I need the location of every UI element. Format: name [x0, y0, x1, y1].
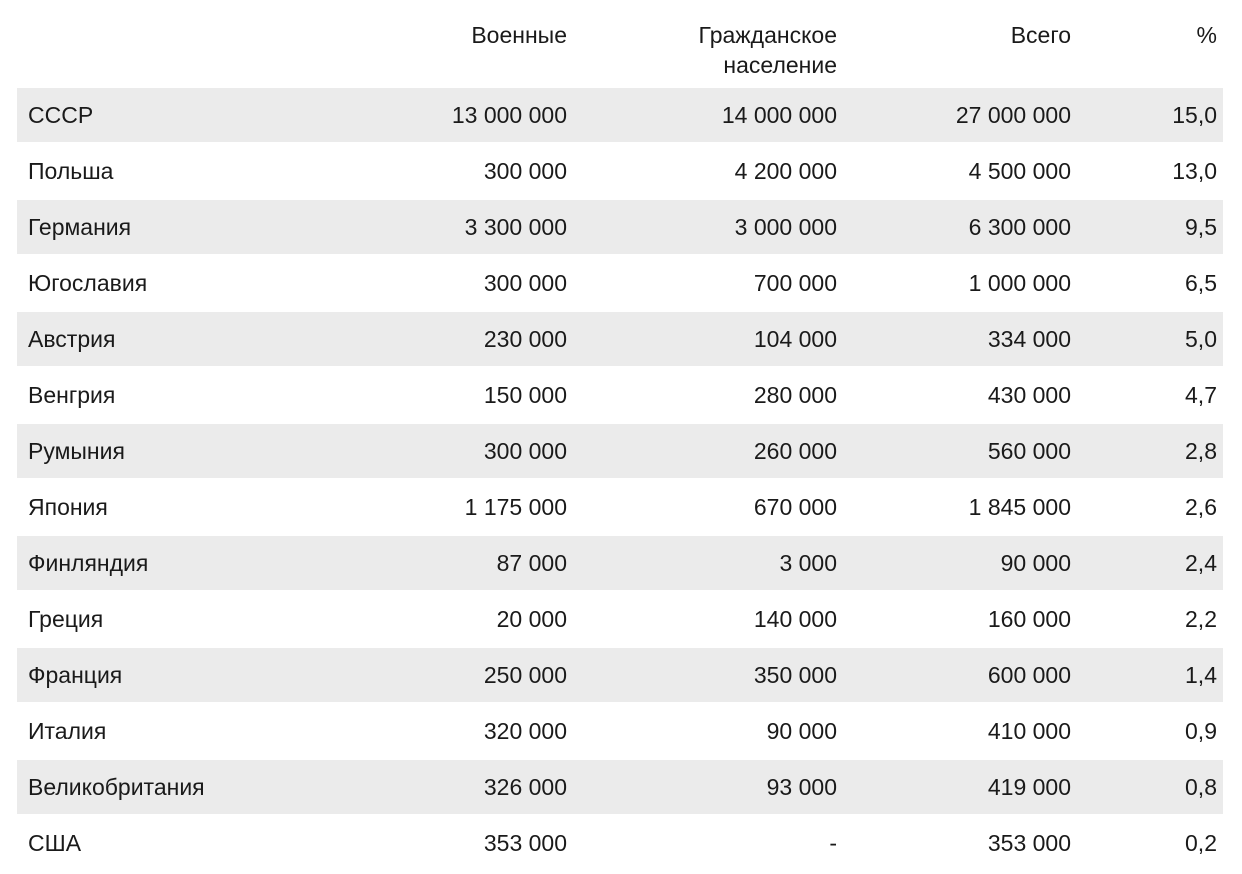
cell-total: 4 500 000: [843, 143, 1077, 199]
cell-percent: 0,9: [1077, 703, 1223, 759]
cell-total: 410 000: [843, 703, 1077, 759]
cell-military: 3 300 000: [267, 199, 573, 255]
cell-country: Польша: [17, 143, 267, 199]
cell-civilian: 90 000: [573, 703, 843, 759]
cell-total: 334 000: [843, 311, 1077, 367]
cell-civilian: 4 200 000: [573, 143, 843, 199]
table-row: [17, 367, 1223, 423]
table-row: [17, 479, 1223, 535]
cell-country: СССР: [17, 88, 267, 143]
cell-military: 230 000: [267, 311, 573, 367]
cell-percent: 2,2: [1077, 591, 1223, 647]
cell-military: 353 000: [267, 815, 573, 871]
cell-civilian: 93 000: [573, 759, 843, 815]
column-header-country: [17, 0, 267, 88]
cell-country: Югославия: [17, 255, 267, 311]
table-row: [17, 591, 1223, 647]
cell-country: Германия: [17, 199, 267, 255]
cell-percent: 5,0: [1077, 311, 1223, 367]
cell-total: 1 845 000: [843, 479, 1077, 535]
cell-country: Финляндия: [17, 535, 267, 591]
table-row: [17, 255, 1223, 311]
losses-table-container: [17, 0, 1223, 872]
cell-military: 87 000: [267, 535, 573, 591]
table-row: [17, 815, 1223, 871]
cell-civilian: 280 000: [573, 367, 843, 423]
cell-percent: 9,5: [1077, 199, 1223, 255]
cell-military: 300 000: [267, 423, 573, 479]
cell-percent: 0,8: [1077, 759, 1223, 815]
cell-percent: 4,7: [1077, 367, 1223, 423]
war-losses-table: [17, 0, 1223, 872]
table-row: [17, 647, 1223, 703]
table-row: [17, 143, 1223, 199]
table-row: [17, 703, 1223, 759]
cell-military: 150 000: [267, 367, 573, 423]
cell-total: 6 300 000: [843, 199, 1077, 255]
cell-military: 300 000: [267, 143, 573, 199]
table-row: [17, 759, 1223, 815]
cell-military: 300 000: [267, 255, 573, 311]
cell-civilian: 700 000: [573, 255, 843, 311]
column-header-military: Военные: [471, 22, 567, 48]
cell-country: Италия: [17, 703, 267, 759]
cell-country: Япония: [17, 479, 267, 535]
cell-civilian: 260 000: [573, 423, 843, 479]
cell-total: 600 000: [843, 647, 1077, 703]
table-row: [17, 199, 1223, 255]
cell-military: 20 000: [267, 591, 573, 647]
cell-military: 1 175 000: [267, 479, 573, 535]
column-header-civilian: Гражданское население: [698, 22, 837, 78]
cell-percent: 2,4: [1077, 535, 1223, 591]
cell-percent: 1,4: [1077, 647, 1223, 703]
cell-country: Румыния: [17, 423, 267, 479]
header-row: [17, 0, 1223, 88]
cell-country: Великобритания: [17, 759, 267, 815]
cell-country: Венгрия: [17, 367, 267, 423]
cell-civilian: -: [573, 815, 843, 871]
cell-percent: 6,5: [1077, 255, 1223, 311]
cell-percent: 2,8: [1077, 423, 1223, 479]
column-header-percent: %: [1196, 22, 1217, 48]
cell-percent: 15,0: [1077, 88, 1223, 143]
cell-total: 419 000: [843, 759, 1077, 815]
cell-total: 160 000: [843, 591, 1077, 647]
table-row: [17, 88, 1223, 143]
cell-civilian: 350 000: [573, 647, 843, 703]
cell-civilian: 3 000 000: [573, 199, 843, 255]
cell-civilian: 140 000: [573, 591, 843, 647]
cell-civilian: 104 000: [573, 311, 843, 367]
cell-civilian: 670 000: [573, 479, 843, 535]
cell-military: 326 000: [267, 759, 573, 815]
table-body: [17, 88, 1223, 871]
cell-military: 13 000 000: [267, 88, 573, 143]
table-row: [17, 423, 1223, 479]
cell-country: Франция: [17, 647, 267, 703]
cell-country: США: [17, 815, 267, 871]
cell-total: 90 000: [843, 535, 1077, 591]
table-row: [17, 311, 1223, 367]
column-header-total: Всего: [1010, 22, 1071, 48]
cell-percent: 0,2: [1077, 815, 1223, 871]
cell-total: 560 000: [843, 423, 1077, 479]
cell-percent: 13,0: [1077, 143, 1223, 199]
table-header: [17, 0, 1223, 88]
cell-military: 250 000: [267, 647, 573, 703]
cell-country: Греция: [17, 591, 267, 647]
cell-total: 27 000 000: [843, 88, 1077, 143]
table-row: [17, 535, 1223, 591]
cell-total: 430 000: [843, 367, 1077, 423]
cell-civilian: 3 000: [573, 535, 843, 591]
cell-military: 320 000: [267, 703, 573, 759]
cell-percent: 2,6: [1077, 479, 1223, 535]
cell-total: 353 000: [843, 815, 1077, 871]
cell-country: Австрия: [17, 311, 267, 367]
cell-civilian: 14 000 000: [573, 88, 843, 143]
cell-total: 1 000 000: [843, 255, 1077, 311]
